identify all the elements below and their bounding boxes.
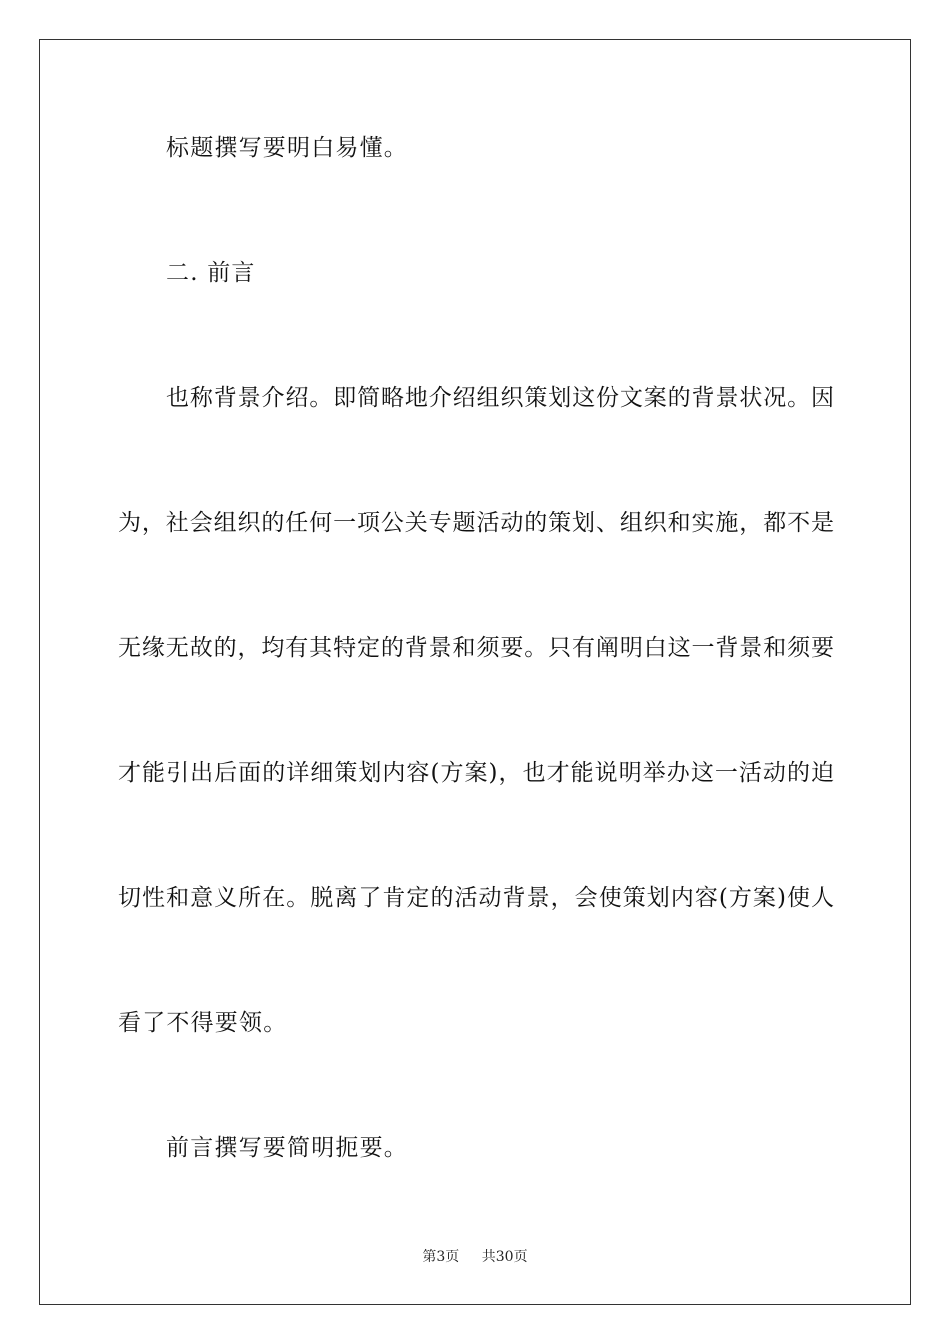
paragraph-line-6: 看了不得要领。	[118, 1010, 288, 1036]
paragraph-line-4: 才能引出后面的详细策划内容(方案)，也才能说明举办这一活动的迫	[118, 760, 834, 786]
page-border	[39, 39, 911, 1305]
paragraph-line-1: 也称背景介绍。即简略地介绍组织策划这份文案的背景状况。因	[166, 385, 834, 411]
page-number-current: 第3页	[422, 1249, 460, 1265]
page-footer	[0, 1247, 950, 1267]
paragraph-line-5: 切性和意义所在。脱离了肯定的活动背景，会使策划内容(方案)使人	[118, 885, 834, 911]
paragraph-line-3: 无缘无故的，均有其特定的背景和须要。只有阐明白这一背景和须要	[118, 635, 834, 661]
paragraph-line-2: 为，社会组织的任何一项公关专题活动的策划、组织和实施，都不是	[118, 510, 834, 536]
section-heading-preface: 二. 前言	[166, 260, 256, 286]
paragraph-line-preface-writing: 前言撰写要简明扼要。	[166, 1135, 408, 1161]
paragraph-line-title-writing: 标题撰写要明白易懂。	[166, 135, 408, 161]
page-number-total: 共30页	[481, 1249, 528, 1265]
